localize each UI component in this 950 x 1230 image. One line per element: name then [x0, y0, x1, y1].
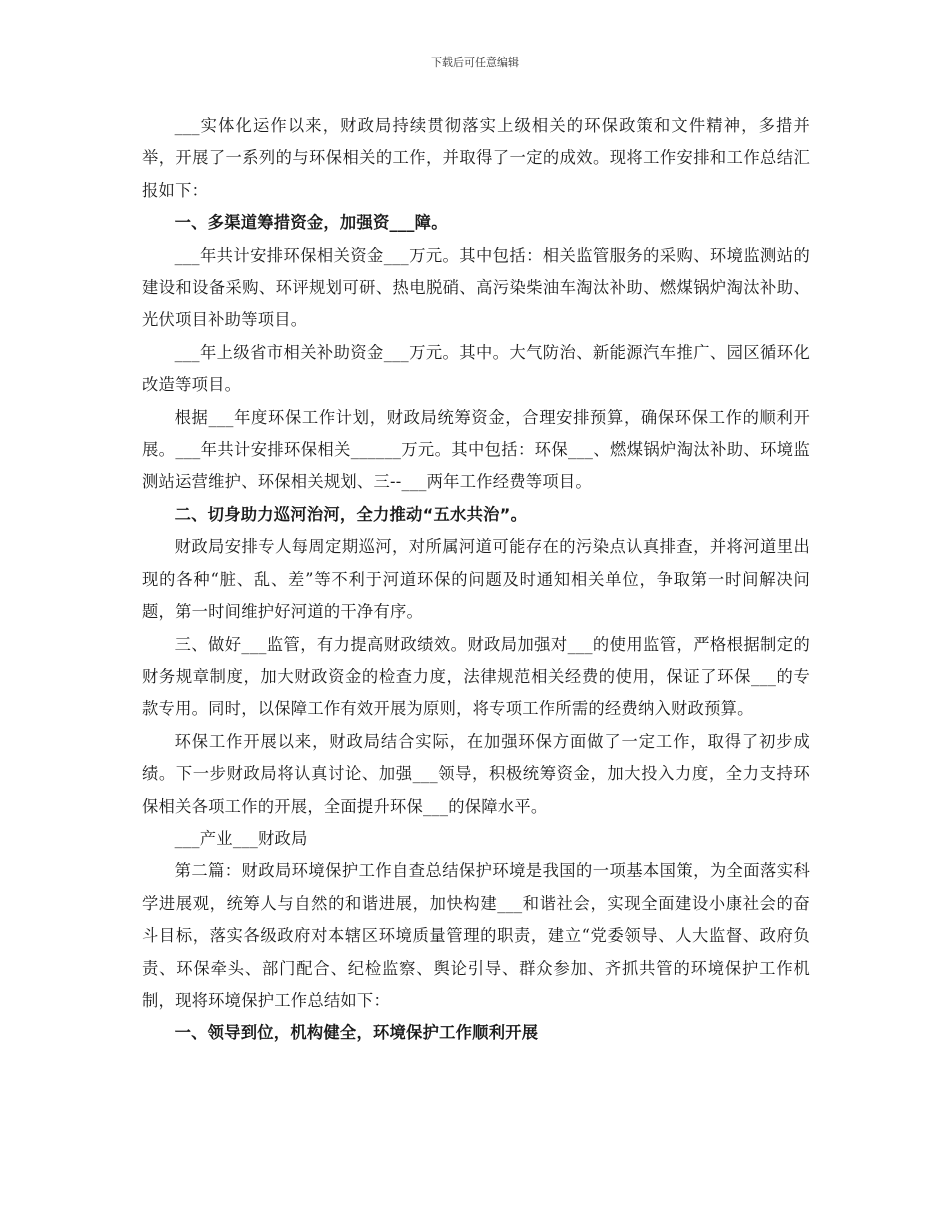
signature-line: ___产业___财政局: [174, 828, 308, 848]
page-header-note: 下载后可任意编辑: [431, 56, 519, 69]
intro-paragraph: ___实体化运作以来，财政局持续贯彻落实上级相关的环保政策和文件精神，多措并举，开展了一系列的与环保相关的工作，并取得了一定的成效。现将工作安排和工作总结汇报如下：: [142, 116, 810, 200]
paragraph-annual-funds: ___年共计安排环保相关资金___万元。其中包括：相关监管服务的采购、环境监测站的建设和设备采购、环评规划可研、热电脱硝、高污染柴油车淘汰补助、燃煤锅炉淘汰补助、光伏项目补助等项目。: [142, 245, 810, 330]
section-heading-funding: 一、多渠道筹措资金，加强资___障。: [174, 213, 448, 233]
section-heading-leadership: 一、领导到位，机构健全，环境保护工作顺利开展: [174, 1023, 539, 1043]
section-heading-river: 二、切身助力巡河治河，全力推动“五水共治”。: [174, 504, 528, 524]
paragraph-summary: 环保工作开展以来，财政局结合实际，在加强环保方面做了一定工作，取得了初步成绩。下一步财政局将认真讨论、加强___领导，积极统筹资金，加大投入力度，全力支持环保相关各项工作的开展，全面提升环保___的保障水平。: [142, 731, 810, 816]
paragraph-supervision: 三、做好___监管，有力提高财政绩效。财政局加强对___的使用监管，严格根据制定的财务规章制度，加大财政资金的检查力度，法律规范相关经费的使用，保证了环保___的专款专用。同时，以保障工作有效开展为原则，将专项工作所需的经费纳入财政预算。: [142, 634, 810, 719]
paragraph-annual-plan: 根据___年度环保工作计划，财政局统筹资金，合理安排预算，确保环保工作的顺利开展。___年共计安排环保相关______万元。其中包括：环保___、燃煤锅炉淘汰补助、环境监测站运营维护、环保相关规划、三--___两年工作经费等项目。: [142, 407, 810, 492]
document-body: [142, 110, 810, 1050]
paragraph-provincial-subsidy: ___年上级省市相关补助资金___万元。其中。大气防治、新能源汽车推广、园区循环化改造等项目。: [142, 342, 810, 395]
paragraph-river-patrol: 财政局安排专人每周定期巡河，对所属河道可能存在的污染点认真排查，并将河道里出现的各种“脏、乱、差”等不利于河道环保的问题及时通知相关单位，争取第一时间解决问题，第一时间维护好河道的干净有序。: [142, 537, 810, 622]
paragraph-part-two: 第二篇：财政局环境保护工作自查总结保护环境是我国的一项基本国策，为全面落实科学进展观，统筹人与自然的和谐进展，加快构建___和谐社会，实现全面建设小康社会的奋斗目标，落实各级政府对本辖区环境质量管理的职责，建立“党委领导、人大监督、政府负责、环保牵头、部门配合、纪检监察、舆论引导、群众参加、齐抓共管的环境保护工作机制，现将环境保护工作总结如下：: [142, 861, 810, 1010]
